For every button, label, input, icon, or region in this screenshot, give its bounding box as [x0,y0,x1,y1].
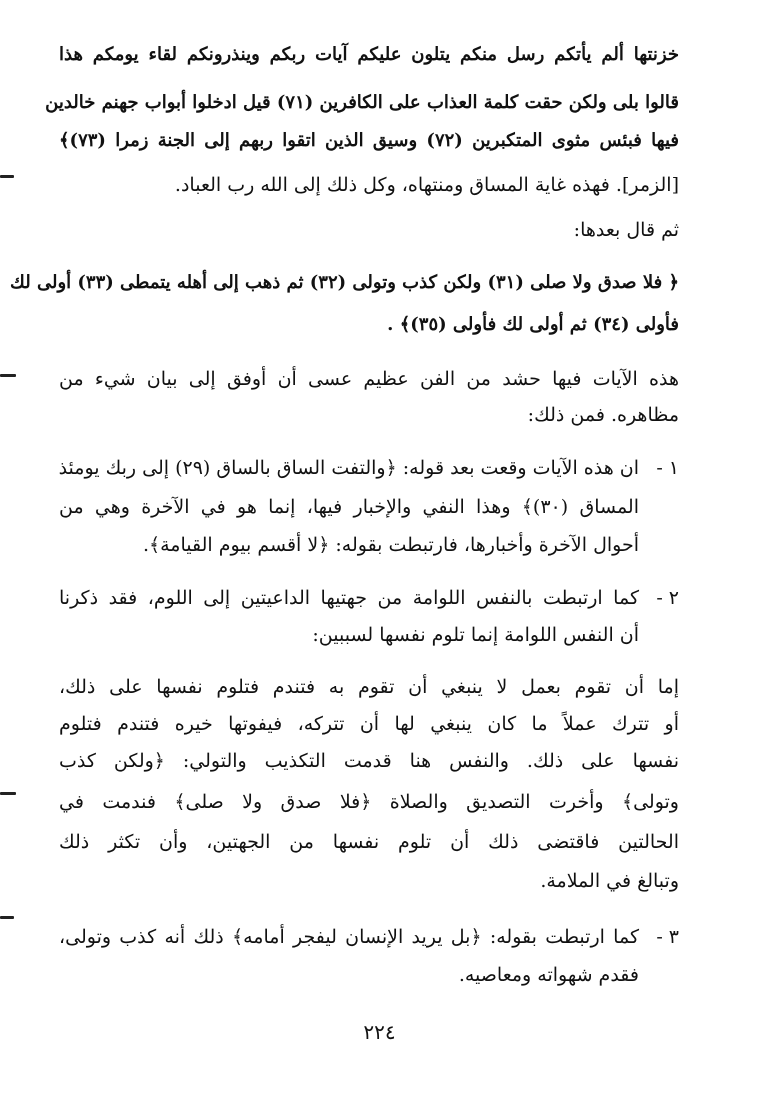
quran-quote-line: فأولى (٣٤) ثم أولى لك فأولى (٣٥)﴾ . [387,314,679,335]
list-item-line: المساق (٣٠)﴾ وهذا النفي والإخبار فيها، إنما هو في الآخرة وهي من [59,496,639,518]
quran-quote-line: قالوا بلى ولكن حقت كلمة العذاب على الكافرين (٧١) قيل ادخلوا أبواب جهنم خالدين [45,92,679,113]
scan-edge-mark [0,792,16,795]
paragraph-line: إما أن تقوم بعمل لا ينبغي أن تقوم به فتندم فتلوم نفسها على ذلك، [59,676,679,698]
list-item-line: ان هذه الآيات وقعت بعد قوله: ﴿والتفت الساق بالساق (٢٩) إلى ربك يومئذ [58,457,639,479]
scan-edge-mark [0,175,14,178]
list-item-line: كما ارتبطت بقوله: ﴿بل يريد الإنسان ليفجر أمامه﴾ ذلك أنه كذب وتولى، [59,926,639,948]
paragraph-line: الحالتين فاقتضى ذلك أن تلوم نفسها من الجهتين، وأن تكثر ذلك [59,831,679,853]
paragraph-line: وتبالغ في الملامة. [540,870,679,892]
paragraph-line: مظاهره. فمن ذلك: [527,404,679,426]
scan-edge-mark [0,916,14,919]
quran-quote-line: خزنتها ألم يأتكم رسل منكم يتلون عليكم آيات ربكم وينذرونكم لقاء يومكم هذا [59,44,679,65]
list-item-number: ٣ - [656,926,679,948]
list-item-line: فقدم شهواته ومعاصيه. [458,964,639,986]
list-item-line: كما ارتبطت بالنفس اللوامة من جهتيها الداعيتين إلى اللوم، فقد ذكرنا [59,587,639,609]
list-item-number: ٢ - [656,587,679,609]
paragraph-line: ثم قال بعدها: [573,219,679,241]
paragraph-line: هذه الآيات فيها حشد من الفن عظيم عسى أن أوفق إلى بيان شيء من [59,368,679,390]
list-item-line: أحوال الآخرة وأخبارها، فارتبطت بقوله: ﴿لا أقسم بيوم القيامة﴾. [142,534,639,556]
quran-quote-line: فيها فبئس مثوى المتكبرين (٧٢) وسيق الذين اتقوا ربهم إلى الجنة زمرا (٧٣)﴾ [59,130,679,151]
paragraph-line: وتولى﴾ وأخرت التصديق والصلاة ﴿فلا صدق ولا صلى﴾ فندمت في [59,791,679,813]
page-number: ٢٢٤ [363,1020,396,1044]
list-item-number: ١ - [656,457,679,479]
paragraph-line: أو تترك عملاً ما كان ينبغي لها أن تتركه، فيفوتها خيره فتندم فتلوم [59,713,679,735]
paragraph-line: [الزمر]. فهذه غاية المساق ومنتهاه، وكل ذلك إلى الله رب العباد. [174,174,679,196]
quran-quote-line: ﴿ فلا صدق ولا صلى (٣١) ولكن كذب وتولى (٣٢) ثم ذهب إلى أهله يتمطى (٣٣) أولى لك [10,272,679,293]
scan-edge-mark [0,374,16,377]
list-item-line: أن النفس اللوامة إنما تلوم نفسها لسببين: [312,624,639,646]
paragraph-line: نفسها على ذلك. والنفس هنا قدمت التكذيب والتولي: ﴿ولكن كذب [59,750,679,772]
